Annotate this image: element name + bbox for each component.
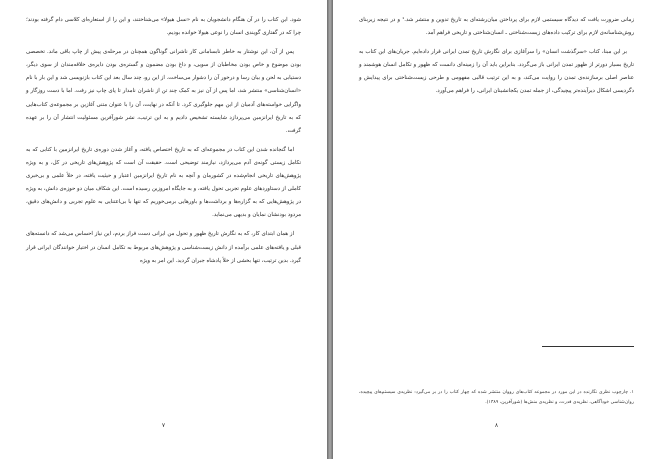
right-paragraph-1: زمانی ضرورت یافت که دیدگاه سیستمی لازم برای پرداختن میان‌رشته‌ای به تاریخ تدوین و منتشر شد.¹ و در نتیجه زیربنای روش‌شناسانه‌ی لازم برای ترکیب داده‌های زیست‌شناختی ـ انسان‌شناختی و تاریخی فراهم آمد. [359,17,635,37]
footnote-divider [542,346,634,347]
left-paragraph-4: از همان ابتدای کار، که به نگارش تاریخ ظهور و تحول من ایرانی دست فراز بردم، این نیاز احساس می‌شد که دانسته‌های قبلی و یافته‌های علمی برآمده از دانش زیست‌شناسی و پژوهش‌های مربوط به تکامل انسان در اختیار خوانندگان ایرانی قرار گیرد. بدین ترتیب، تنها بخشی از خلأ پادشاه جبران گردید. این امر به ویژه [26,231,301,264]
right-page-number: ۸ [494,422,499,429]
left-paragraph-2: پس از آن، این نوشتار به خاطر نابسامانی کار ناشرانی گوناگون همچنان در مرحله‌ی پیش از چاپ باقی ماند. تخصصی بودن موضوع و خاص بودن مخاطبان از سویی، و داغ بودن مضمون و گستره‌ی بودن دایره‌ی خلاقه‌مندان از سوی دیگر، دستیابی به لحن و بیان رسا و درخور آن را دشوار می‌ساخت. از این رو، چند سال بعد این کتاب بازنویسی شد و این بار با نام «انسان‌شناسی» منتشر شد، اما پس از آن نیز به کمک چند تن از ناشران نامدار تا پای چاپ نیز رفت. اما با دست روزگار و واگرایی خواسته‌های آدمیان از این مهم جلوگیری کرد. تا آنکه در نهایت، آن را با عنوان متنی آغازین بر مجموعه‌ی کتاب‌هایی که به تاریخ ایرانزمین می‌پردازد شایسته تشخیص دادیم و به این ترتیب، نشر شورآفرین مسئولیت انتشار آن را بر عهده گرفت. [26,49,301,134]
footnote: ۱. چارچوب نظری نگارنده در این مورد در مجموعه کتاب‌های رووان منتشر شده که چهار کتاب را در بر می‌گیرد: نظریه‌ی سیستم‌های پیچیده، روان‌شناسی خودآگاهی، نظریه‌ی قدرت، و نظریه‌ی منش‌ها (شورآفرین، ۱۳۸۹). [359,390,634,405]
right-page [333,0,660,459]
left-paragraph-1: شود. این کتاب را در آن هنگام دانشجویان به نام «نسل هیولا» می‌شناختند، و این را از استعاره‌ای کلاسی دام گرفته بودند؛ چرا که در گفتاری گویندی انسان را نوعی هیولا خوانده بودیم. [26,17,301,37]
left-page [0,0,327,459]
left-page-number: ۷ [161,422,166,429]
left-paragraph-3: اما گنجانده شدن این کتاب در مجموعه‌ای که به تاریخ اختصاص یافته، و آغاز شدن دوره‌ی تاریخ ایرانزمین با کتابی که به تکامل زیستی گونه‌ی آدم می‌پردازد، نیازمند توضیحی است. حقیقت آن است که پژوهش‌های تاریخی در کل، و به ویژه پژوهش‌های تاریخی انجام‌شده در کشورمان و آنچه به نام تاریخ ایرانزمین اعتبار و حیثیت یافته، در خلأ علمی و بی‌خبری کاملی از دستاوردهای علوم تجربی تحول یافته، و به جایگاه امروزین رسیده است. این شکاف میان دو حوزه‌ی دانش، به ویژه در پژوهش‌هایی که به گزاره‌ها و برداشت‌ها و باورهایی برمی‌خوریم که تنها با بی‌اعتنایی به علوم تجربی و دانش‌های دقیق، مردود بودنشان نمایان و بدیهی می‌نماید. [26,146,301,219]
right-paragraph-2: بر این مبنا، کتاب «سرگذشت انسان» را سرآغازی برای نگارش تاریخ تمدن ایرانی قرار داده‌ایم. جریان‌های این کتاب به تاریخ بسیار دورتر از ظهور تمدن ایرانی باز می‌گردد. بنابراین باید آن را زمینه‌ای دانست که ظهور و تکامل انسان هوشمند و عناصر اصلی برسازنده‌ی تمدن را روایت می‌کند، و به این ترتیب قالبی مفهومی و طرحی زیست‌شناختی برای پیدایش و دگردیسی اشکال دیرآینده‌تر پیچیدگی، از جمله تمدن یکجانشینان ایرانی، را فراهم می‌آورد. [359,49,634,95]
